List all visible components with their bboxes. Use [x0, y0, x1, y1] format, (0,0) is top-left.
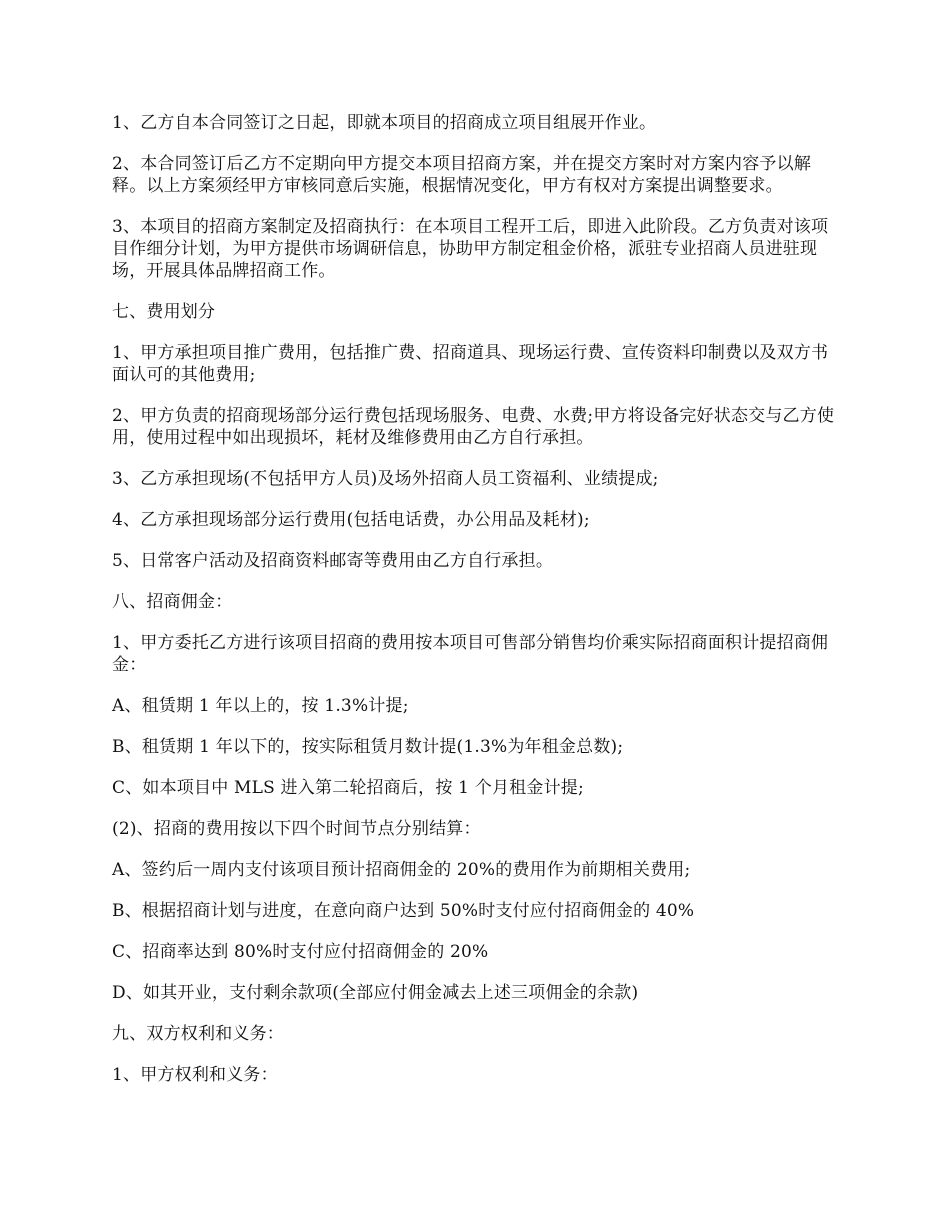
document-body	[112, 112, 842, 1105]
paragraph-commission-1: 1、甲方委托乙方进行该项目招商的费用按本项目可售部分销售均价乘实际招商面积计提招商佣金：	[112, 633, 829, 675]
section-heading-cost-division: 七、费用划分	[112, 302, 216, 322]
paragraph-cost-4: 4、乙方承担现场部分运行费用(包括电话费，办公用品及耗材);	[112, 510, 590, 530]
paragraph-commission-a: A、租赁期 1 年以上的，按 1.3%计提;	[112, 696, 409, 716]
paragraph-settlement-intro: (2)、招商的费用按以下四个时间节点分别结算：	[112, 819, 481, 839]
paragraph-settlement-d: D、如其开业，支付剩余款项(全部应付佣金减去上述三项佣金的余款)	[112, 983, 639, 1003]
paragraph-settlement-b: B、根据招商计划与进度，在意向商户达到 50%时支付应付招商佣金的 40%	[112, 901, 695, 921]
section-heading-rights-obligations: 九、双方权利和义务：	[112, 1024, 284, 1044]
paragraph-cost-2: 2、甲方负责的招商现场部分运行费包括现场服务、电费、水费;甲方将设备完好状态交与乙方使用，使用过程中如出现损坏，耗材及维修费用由乙方自行承担。	[112, 406, 835, 448]
paragraph-clause-2: 2、本合同签订后乙方不定期向甲方提交本项目招商方案，并在提交方案时对方案内容予以解释。以上方案须经甲方审核同意后实施，根据情况变化，甲方有权对方案提出调整要求。	[112, 154, 812, 196]
paragraph-settlement-c: C、招商率达到 80%时支付应付招商佣金的 20%	[112, 942, 489, 962]
section-heading-commission: 八、招商佣金：	[112, 592, 233, 612]
paragraph-clause-1: 1、乙方自本合同签订之日起，即就本项目的招商成立项目组展开作业。	[112, 113, 657, 133]
paragraph-clause-3: 3、本项目的招商方案制定及招商执行：在本项目工程开工后，即进入此阶段。乙方负责对该项目作细分计划，为甲方提供市场调研信息，协助甲方制定租金价格，派驻专业招商人员进驻现场，开展具体品牌招商工作。	[112, 217, 829, 281]
paragraph-cost-5: 5、日常客户活动及招商资料邮寄等费用由乙方自行承担。	[112, 551, 554, 571]
paragraph-settlement-a: A、签约后一周内支付该项目预计招商佣金的 20%的费用作为前期相关费用;	[112, 860, 691, 880]
paragraph-cost-1: 1、甲方承担项目推广费用，包括推广费、招商道具、现场运行费、宣传资料印制费以及双方书面认可的其他费用;	[112, 343, 829, 385]
paragraph-commission-c: C、如本项目中 MLS 进入第二轮招商后，按 1 个月租金计提;	[112, 778, 584, 798]
paragraph-party-a-rights: 1、甲方权利和义务：	[112, 1065, 278, 1085]
paragraph-cost-3: 3、乙方承担现场(不包括甲方人员)及场外招商人员工资福利、业绩提成;	[112, 469, 659, 489]
paragraph-commission-b: B、租赁期 1 年以下的，按实际租赁月数计提(1.3%为年租金总数);	[112, 737, 624, 757]
